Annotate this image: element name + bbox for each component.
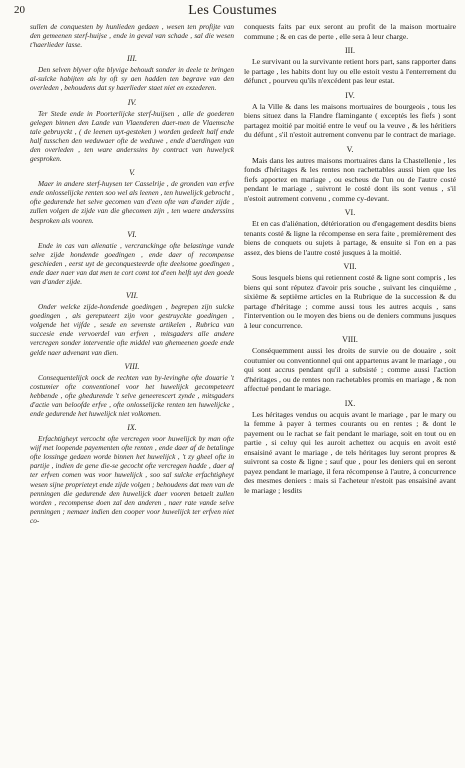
article [244,22,456,41]
article-heading: IX. [127,423,137,433]
article-heading: VI. [344,208,356,217]
article-text: Erfachtigheyt vercocht ofte vercregen voor huwelijck by man ofte wijf met loopende payementen ofte renten , ende daer af de betalinge ofte lossinge gedaen worde binnen het huwelijck , 't zy gheel ofte in partije , indien de gene die-se gecocht ofte vercregen hadde , daer af ter erfven comen was voor huwelijck , soo sal sulcke erfachtigheyt wesen sijne proprieteyt ende zijde volgen ; behoudens dat men van de penningen die gedurende den huwelijck daer vooren betaelt zullen worden , recompense doen zal den anderen , naer rate vande selve penningen ; nemaer indien den cooper voor huwelijck ter erfven niet co- [30,434,234,525]
article [244,335,456,394]
article [244,399,456,496]
article-heading: VI. [127,229,137,239]
article [30,168,234,224]
article-text: Conséquemment aussi les droits de survie ou de douaire , soit coutumier ou conventionnel qui ont appartenus avant le mariage , ou qui sont accrus pendant qu'il a subsisté ; comme aussi l'action d'héritages , ou de rentes non rachetables promis en mariage , & non affectué pendant le mariage. [244,346,456,393]
article [244,145,456,204]
article [30,22,234,49]
article-text: Sous lesquels biens qui retiennent costé & ligne sont compris , les biens qui sont réputez d'avoir pris souche , suivant les cinquième , sixième & septième articles en la Rubrique de la succession & du partage d'héritage ; comme aussi tous les autres acquis , sans l'intervention ou le moyen des biens ou de deniers communs jusques à leur concurrence. [244,273,456,330]
article-text: Mais dans les autres maisons mortuaires dans la Chastellenie , les fonds d'héritages & les rentes non rachettables aussi bien que les fiefs apportez en mariage , ou escheus de l'un ou de l'autre costé pendant le mariage , suivront le costé dont ils sont venus , s'il n'estoit autrement convenu , comme cy-devant. [244,155,456,203]
article-text: conquests faits par eux seront au profit de la maison mortuaire commune ; & en cas de perte , elle sera à leur charge. [244,22,456,41]
article-heading: IX. [344,398,356,408]
article [244,91,456,140]
article [244,46,456,86]
french-text-column [244,22,456,764]
article-heading: III. [127,54,137,64]
article-heading: IV. [345,90,355,100]
article-heading: VII. [343,262,357,271]
article-text: Maer in andere sterf-huysen ter Casselrije , de gronden van erfve ende onlosselijcke renten soo wel als leenen , ten huwelijck gebrocht , ofte gedurende het selve gecomen van d'een ofte van d'ander zijde , zullen volgen de zijde van die ghecomen zijn , ten waere anderssins besproken als vooren. [30,179,234,225]
article [244,262,456,330]
article-heading: VIII. [124,361,140,371]
article-heading: VIII. [342,335,358,344]
article [30,291,234,357]
article [244,208,456,257]
article [30,98,234,164]
page-number: 20 [14,4,25,16]
flemish-text-column [30,22,234,764]
article-heading: V. [346,144,354,154]
article [30,362,234,418]
page-header [14,4,451,22]
article-text: Le survivant ou la survivante retient hors part, sans rapporter dans le partage , les habits dont luy ou elle estoit vestu à l'enterrement du défunct , pourveu qu'ils n'excédent pas leur estat. [244,57,456,85]
article-text: Ende in cas van alienatie , vercranckinge ofte belastinge vande selve zijde hondende goedingen , ende daer of recompense geschieden , eerst uyt de geconquesteerde ofte deelsome goedingen , ende daer naer van dat men te cort comt tot d'een helft uyt den goede van d'ander zijde. [30,240,234,286]
article-heading: III. [345,46,355,55]
article-text: sullen de conquesten by hunlieden gedaen , wesen ten profijte van den gemeenen sterf-huijse , ende in geval van schade , sal die wesen t'haerlieder lasse. [30,22,234,50]
article-text: Et en cas d'aliénation, détérioration ou d'engagement desdits biens tenants costé & ligne la récompense en sera faite , premièrement des biens de conquets ou sujets à partage, & ensuite si l'on en a pas assez, des biens de l'autre costé jusques à la moitié. [244,219,456,257]
article-text: Den selven blyver ofte blyvige behoudt sonder in deele te bringen al-sulcke habijten als hy oft sy aen hadden ten begrave van den overleden , behoudens dat sy haerlieder staet niet en exzederen. [30,65,234,93]
article-text: Onder welcke zijde-hondende goedingen , begrepen zijn sulcke goedingen , als gereputeert zijn voor gestruyckte goedingen , volgende het vijfde , sesde en sevenste artikelen , Rubrica van succesie ende vervoerdel van erfven , mitsgaders alle andere vercregen sonder interventie ofte middel van ghemeenen goede ende gelde naer advenant van dien. [30,302,234,357]
article-text: Les héritages vendus ou acquis avant le mariage , par le mary ou la femme à payer à termes courants ou en rentes ; & dont le payement ou le rachat se fait pendant le mariage, soit en tout ou en partie , si celuy qui les auroit achettez ou acquis en avoit esté ensaisiné avant le mariage , de tels héritages luy seront propres & suivront sa coste & ligne ; sauf que , pour les deniers qui en seront payez pendant le mariage, il fera récompense à l'autre, à concurrence des mesmes deniers : mais si l'acheteur n'estoit pas ensaisiné avant le mariage ; lesdits [244,409,456,495]
article [30,54,234,92]
article-text: Consequentelijck oock de rechten van by-levinghe ofte douarie 't costumier ofte conventionel voor het huwelijck gecompeteert hebbende , ofte ghedurende 't selve geneerescert zynde , mitsgaders d'actie van beloofde erfve , ofte onlosselijcke renten ten huwelijcke , ende gedurende het huwelijck niet volkomen. [30,372,234,418]
article-text: Ter Stede ende in Poorterlijcke sterf-huijsen , alle de goederen gelegen binnen den Lande van Vlaenderen daer-men de Vlaemsche tale gebruyckt , ( de leenen uyt-gesteken ) worden gedeelt half ende half tusschen den weduwaer ofte de weduwe , ende d'aerdingen van den overleden , ten ware anderssins by contract van huwelyck gesproken. [30,108,234,164]
article [30,423,234,525]
running-title: Les Coustumes [188,3,277,18]
article [30,230,234,286]
article-heading: V. [129,168,135,178]
article-text: A la Ville & dans les maisons mortuaires de bourgeois , tous les biens situez dans la Flandre flamingante ( exceptés les fiefs ) sont partagez moitié par moitié entre le veuf ou la veuve , & les héritiers du défunt , s'il n'estoit autrement convenu par le contract de mariage. [244,101,456,139]
article-heading: VII. [125,291,139,301]
article-heading: IV. [127,97,137,107]
